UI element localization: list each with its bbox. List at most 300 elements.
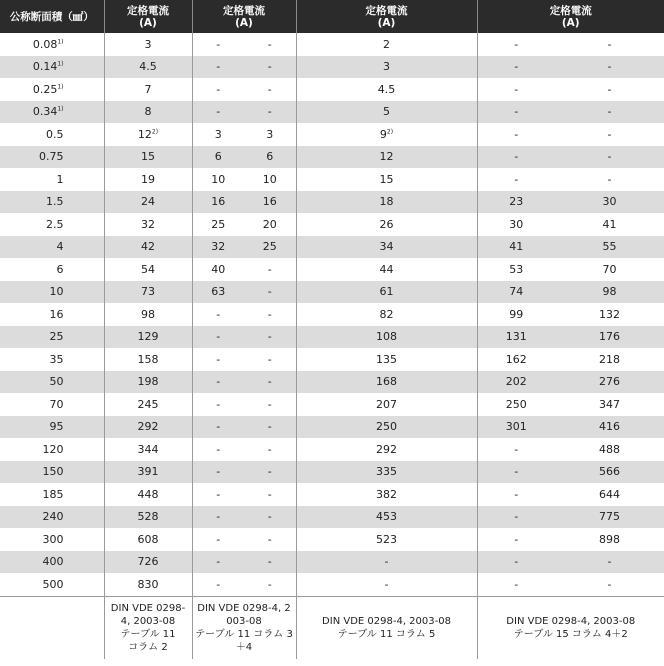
table-row	[0, 33, 664, 56]
footer-empty-cell	[0, 596, 104, 659]
cell-value: 775	[599, 510, 620, 524]
table-row	[0, 528, 664, 551]
header-label: 定格電流	[365, 4, 408, 17]
cell-value: -	[607, 555, 612, 569]
cell-value: 6	[56, 262, 64, 276]
cell-table11-col2	[104, 56, 192, 79]
table-row	[0, 281, 664, 304]
cell-table11-col2	[104, 168, 192, 191]
cell-value: -	[607, 37, 612, 51]
cell-table11-col4	[244, 551, 296, 574]
cell-table11-col2	[104, 236, 192, 259]
cell-table11-col4	[244, 78, 296, 101]
cell-value: -	[514, 150, 519, 164]
cell-value: 30	[509, 217, 524, 231]
cell-value: 250	[505, 397, 527, 411]
cell-table15-col4	[477, 551, 555, 574]
cell-value: -	[216, 375, 221, 389]
cell-value: 82	[379, 307, 394, 321]
cell-value: -	[514, 487, 519, 501]
cell-value: -	[514, 555, 519, 569]
cell-value: -	[216, 330, 221, 344]
cell-value: 25	[262, 240, 277, 254]
cell-value: -	[267, 37, 272, 51]
cell-table11-col4	[244, 281, 296, 304]
cell-table11-col5	[296, 528, 477, 551]
cell-value: 53	[509, 262, 524, 276]
cell-area	[0, 326, 104, 349]
cell-value: -	[267, 397, 272, 411]
cell-value: 73	[141, 285, 155, 299]
cell-value: 4.5	[377, 82, 396, 96]
cell-value: -	[514, 60, 519, 74]
cell-table15-col4	[477, 33, 555, 56]
cell-value: 344	[137, 442, 159, 456]
cell-value: -	[267, 465, 272, 479]
cell-value: 54	[141, 262, 155, 276]
cell-table11-col3	[192, 438, 244, 461]
cell-value: 98	[141, 307, 155, 321]
cell-table11-col5	[296, 461, 477, 484]
cell-area	[0, 371, 104, 394]
cell-value: -	[216, 397, 221, 411]
cell-table15-col4	[477, 56, 555, 79]
cell-table15-col4	[477, 236, 555, 259]
cell-value: -	[514, 82, 519, 96]
cell-value: 6	[266, 150, 274, 164]
cell-table11-col3	[192, 348, 244, 371]
cell-area	[0, 191, 104, 214]
cell-value: 16	[211, 195, 226, 209]
cell-table15-col2	[555, 78, 664, 101]
cell-table11-col2	[104, 78, 192, 101]
cell-value: 644	[599, 487, 620, 501]
cell-table11-col4	[244, 438, 296, 461]
cell-table11-col3	[192, 506, 244, 529]
cell-value: -	[267, 285, 272, 299]
cell-value: 453	[376, 510, 397, 524]
cell-value: -	[267, 352, 272, 366]
cell-value: -	[267, 330, 272, 344]
cell-table11-col2	[104, 101, 192, 124]
table-row	[0, 506, 664, 529]
cell-value: -	[384, 577, 389, 591]
cell-value: 98	[602, 285, 617, 299]
cell-table15-col4	[477, 303, 555, 326]
cell-table15-col2	[555, 461, 664, 484]
cell-table11-col4	[244, 168, 296, 191]
cell-table11-col5	[296, 191, 477, 214]
cell-table11-col4	[244, 33, 296, 56]
cell-table11-col4	[244, 348, 296, 371]
cell-table11-col2	[104, 483, 192, 506]
cell-area	[0, 528, 104, 551]
cell-value: 70	[49, 397, 64, 411]
cell-value: -	[267, 487, 272, 501]
cell-area	[0, 281, 104, 304]
cell-value: -	[607, 82, 612, 96]
header-rated-current-1	[104, 0, 192, 33]
cell-value: -	[267, 307, 272, 321]
cell-value: 132	[599, 307, 620, 321]
cell-table11-col3	[192, 33, 244, 56]
cell-table15-col2	[555, 416, 664, 439]
cell-area	[0, 506, 104, 529]
cell-value: 300	[42, 532, 64, 546]
cell-value: 830	[137, 577, 159, 591]
cell-value: -	[267, 442, 272, 456]
cell-table11-col3	[192, 258, 244, 281]
cell-value: 3	[383, 60, 390, 74]
cell-value: 1.5	[46, 195, 64, 209]
table-row	[0, 438, 664, 461]
cell-table11-col2	[104, 123, 192, 146]
cell-table15-col4	[477, 438, 555, 461]
cell-value: 70	[602, 262, 617, 276]
cell-value: -	[607, 172, 612, 186]
cell-table11-col5	[296, 371, 477, 394]
cell-table11-col2	[104, 461, 192, 484]
cell-value: 448	[137, 487, 159, 501]
cell-value: -	[607, 150, 612, 164]
cell-area	[0, 258, 104, 281]
cell-value: 25	[49, 330, 64, 344]
cell-value: 40	[211, 262, 226, 276]
cell-table11-col5	[296, 393, 477, 416]
cell-value: 74	[509, 285, 524, 299]
table-row	[0, 416, 664, 439]
cell-table11-col5	[296, 56, 477, 79]
header-rated-current-4	[477, 0, 664, 33]
cell-table11-col2	[104, 393, 192, 416]
table-row	[0, 101, 664, 124]
cell-table11-col2	[104, 371, 192, 394]
cell-table11-col4	[244, 123, 296, 146]
footer-source-1	[104, 596, 192, 659]
cell-table15-col4	[477, 326, 555, 349]
cell-table15-col2	[555, 506, 664, 529]
cell-table11-col4	[244, 371, 296, 394]
cell-value: 3	[266, 127, 274, 141]
cell-table15-col2	[555, 326, 664, 349]
cell-value: 382	[376, 487, 397, 501]
cell-area	[0, 438, 104, 461]
cell-table11-col2	[104, 281, 192, 304]
cell-table11-col3	[192, 303, 244, 326]
table-row	[0, 123, 664, 146]
cell-table15-col2	[555, 168, 664, 191]
table-row	[0, 146, 664, 169]
cell-area	[0, 168, 104, 191]
cell-value: 120	[42, 442, 64, 456]
cell-value: -	[216, 487, 221, 501]
cell-table11-col5	[296, 146, 477, 169]
cell-table11-col2	[104, 258, 192, 281]
cell-value: 0.5	[46, 127, 64, 141]
cell-value: 16	[262, 195, 277, 209]
table-row	[0, 78, 664, 101]
header-unit: (A)	[561, 16, 580, 29]
cell-table11-col4	[244, 573, 296, 596]
footer-line: DIN VDE 0298-4, 2003-08	[197, 602, 291, 627]
cell-value: 202	[505, 375, 527, 389]
table-row	[0, 348, 664, 371]
cell-area	[0, 461, 104, 484]
cell-table11-col3	[192, 101, 244, 124]
cell-value: -	[216, 510, 221, 524]
footer-line: 4, 2003-08	[120, 615, 176, 627]
cell-table11-col2	[104, 438, 192, 461]
cell-value: 30	[602, 195, 617, 209]
cell-table11-col3	[192, 393, 244, 416]
footnote-marker: 1)	[57, 105, 64, 113]
cell-value: 292	[376, 442, 397, 456]
cell-value: -	[267, 555, 272, 569]
cell-value: 207	[376, 397, 397, 411]
cell-value: 198	[137, 375, 159, 389]
header-cross-section: 公称断面積（㎟）	[0, 0, 104, 33]
table-row	[0, 393, 664, 416]
cell-value: 7	[144, 82, 152, 96]
cell-table11-col5	[296, 101, 477, 124]
cell-value: 245	[137, 397, 159, 411]
cell-value: 44	[379, 262, 394, 276]
cell-table15-col4	[477, 101, 555, 124]
cell-value: 416	[599, 420, 620, 434]
cell-table15-col2	[555, 191, 664, 214]
cell-table11-col4	[244, 416, 296, 439]
cell-value: 25	[211, 217, 226, 231]
cell-table11-col3	[192, 56, 244, 79]
cell-area	[0, 213, 104, 236]
cell-value: 42	[141, 240, 155, 254]
cell-value: -	[267, 420, 272, 434]
cell-value: 9	[379, 127, 387, 141]
cell-value: 131	[505, 330, 527, 344]
cell-table15-col2	[555, 528, 664, 551]
cell-area	[0, 56, 104, 79]
cell-value: 1	[56, 172, 64, 186]
cell-table11-col2	[104, 348, 192, 371]
cell-table15-col2	[555, 393, 664, 416]
cell-value: 0.08	[32, 37, 58, 51]
cell-table11-col5	[296, 438, 477, 461]
cell-value: 41	[509, 240, 524, 254]
cell-value: -	[216, 465, 221, 479]
cell-value: 50	[49, 375, 64, 389]
cell-table11-col4	[244, 528, 296, 551]
table-row	[0, 461, 664, 484]
cell-table11-col4	[244, 146, 296, 169]
cell-table11-col5	[296, 168, 477, 191]
cell-value: 18	[379, 195, 394, 209]
cell-value: 162	[505, 352, 527, 366]
footer-line: テーブル 11 コラム 3＋4	[195, 628, 293, 653]
cell-value: 726	[137, 555, 159, 569]
cell-table11-col3	[192, 416, 244, 439]
cell-table11-col5	[296, 303, 477, 326]
cell-table11-col2	[104, 416, 192, 439]
footer-line: コラム 2	[128, 641, 168, 653]
cell-table15-col2	[555, 123, 664, 146]
cell-area	[0, 573, 104, 596]
footer-line: DIN VDE 0298-	[110, 602, 186, 614]
cell-value: -	[267, 82, 272, 96]
footer-line: テーブル 11 コラム 5	[337, 628, 436, 640]
table-row	[0, 326, 664, 349]
cell-table11-col5	[296, 483, 477, 506]
cell-value: 898	[599, 532, 620, 546]
cell-table15-col4	[477, 506, 555, 529]
table-row	[0, 573, 664, 596]
cell-value: -	[216, 352, 221, 366]
table-row	[0, 551, 664, 574]
cell-value: 276	[599, 375, 620, 389]
cell-table11-col5	[296, 78, 477, 101]
cell-value: 12	[137, 127, 152, 141]
cell-table11-col2	[104, 551, 192, 574]
cell-table11-col5	[296, 416, 477, 439]
cell-value: -	[514, 465, 519, 479]
cell-table11-col5	[296, 213, 477, 236]
cell-table15-col4	[477, 371, 555, 394]
cell-table11-col4	[244, 506, 296, 529]
cell-table11-col2	[104, 573, 192, 596]
cell-value: 8	[144, 105, 152, 119]
cell-value: 10	[211, 172, 226, 186]
cell-table11-col5	[296, 236, 477, 259]
cell-table11-col5	[296, 258, 477, 281]
cell-table11-col4	[244, 236, 296, 259]
cell-area	[0, 33, 104, 56]
table-row	[0, 483, 664, 506]
table-row	[0, 213, 664, 236]
cell-value: 6	[214, 150, 222, 164]
cell-value: -	[216, 442, 221, 456]
cell-table15-col4	[477, 461, 555, 484]
cell-value: 16	[49, 307, 64, 321]
cell-area	[0, 393, 104, 416]
cell-value: 15	[141, 150, 155, 164]
cell-value: -	[216, 105, 221, 119]
cell-table15-col2	[555, 573, 664, 596]
cell-value: 99	[509, 307, 524, 321]
cell-value: 2.5	[46, 217, 64, 231]
cell-table15-col4	[477, 416, 555, 439]
cell-area	[0, 303, 104, 326]
cell-value: 391	[137, 465, 159, 479]
cell-value: -	[514, 510, 519, 524]
cell-value: 301	[505, 420, 527, 434]
cell-value: 168	[376, 375, 397, 389]
cell-value: 3	[144, 37, 152, 51]
cell-value: -	[216, 420, 221, 434]
cell-table11-col3	[192, 281, 244, 304]
cell-table11-col3	[192, 483, 244, 506]
cell-value: 55	[602, 240, 617, 254]
cell-value: 95	[49, 420, 64, 434]
cell-value: -	[267, 510, 272, 524]
cell-table15-col4	[477, 573, 555, 596]
header-unit: (A)	[139, 16, 157, 29]
cell-value: -	[607, 577, 612, 591]
cell-value: 5	[383, 105, 390, 119]
cell-table11-col3	[192, 78, 244, 101]
cell-table11-col3	[192, 213, 244, 236]
cell-value: 12	[379, 150, 394, 164]
cell-value: 10	[262, 172, 277, 186]
header-unit: (A)	[235, 16, 253, 29]
cell-area	[0, 483, 104, 506]
cell-table11-col2	[104, 528, 192, 551]
cell-value: 34	[379, 240, 394, 254]
cell-value: 10	[49, 285, 64, 299]
cell-table15-col2	[555, 438, 664, 461]
cell-table11-col4	[244, 191, 296, 214]
cell-value: 150	[42, 465, 64, 479]
header-unit: (A)	[377, 16, 396, 29]
cell-value: 608	[137, 532, 159, 546]
cell-table11-col3	[192, 168, 244, 191]
cell-table11-col5	[296, 551, 477, 574]
cell-area	[0, 551, 104, 574]
cell-table11-col3	[192, 326, 244, 349]
footnote-marker: 1)	[57, 38, 64, 46]
cell-table15-col4	[477, 146, 555, 169]
cell-table11-col5	[296, 33, 477, 56]
table-row	[0, 191, 664, 214]
cell-value: 566	[599, 465, 620, 479]
cell-table11-col4	[244, 393, 296, 416]
footer-row	[0, 596, 664, 659]
cell-table11-col2	[104, 191, 192, 214]
cell-table15-col4	[477, 393, 555, 416]
cell-value: -	[216, 60, 221, 74]
footnote-marker: 2)	[386, 128, 394, 136]
cell-value: 63	[211, 285, 226, 299]
cell-area	[0, 348, 104, 371]
cell-value: 15	[379, 172, 394, 186]
cell-value: -	[514, 532, 519, 546]
header-label: 定格電流	[223, 4, 265, 17]
cell-value: 347	[599, 397, 620, 411]
header-label: 定格電流	[127, 4, 169, 17]
cell-area	[0, 236, 104, 259]
cell-table15-col2	[555, 146, 664, 169]
cell-table11-col2	[104, 326, 192, 349]
cell-table15-col4	[477, 78, 555, 101]
header-label: 定格電流	[549, 4, 592, 17]
cell-value: -	[216, 532, 221, 546]
cell-value: 0.25	[32, 82, 58, 96]
cell-table11-col5	[296, 348, 477, 371]
cell-table15-col2	[555, 258, 664, 281]
cell-value: 24	[141, 195, 155, 209]
cell-value: -	[216, 82, 221, 96]
footer-source-3	[296, 596, 477, 659]
cell-value: 185	[42, 487, 64, 501]
cell-table15-col2	[555, 56, 664, 79]
cell-table15-col2	[555, 101, 664, 124]
cell-value: 20	[262, 217, 277, 231]
cell-value: -	[267, 60, 272, 74]
cell-value: -	[607, 105, 612, 119]
footer-line: テーブル 11	[120, 628, 176, 640]
cell-table11-col4	[244, 326, 296, 349]
cell-value: 250	[376, 420, 397, 434]
cell-table15-col2	[555, 348, 664, 371]
footer-source-4	[477, 596, 664, 659]
